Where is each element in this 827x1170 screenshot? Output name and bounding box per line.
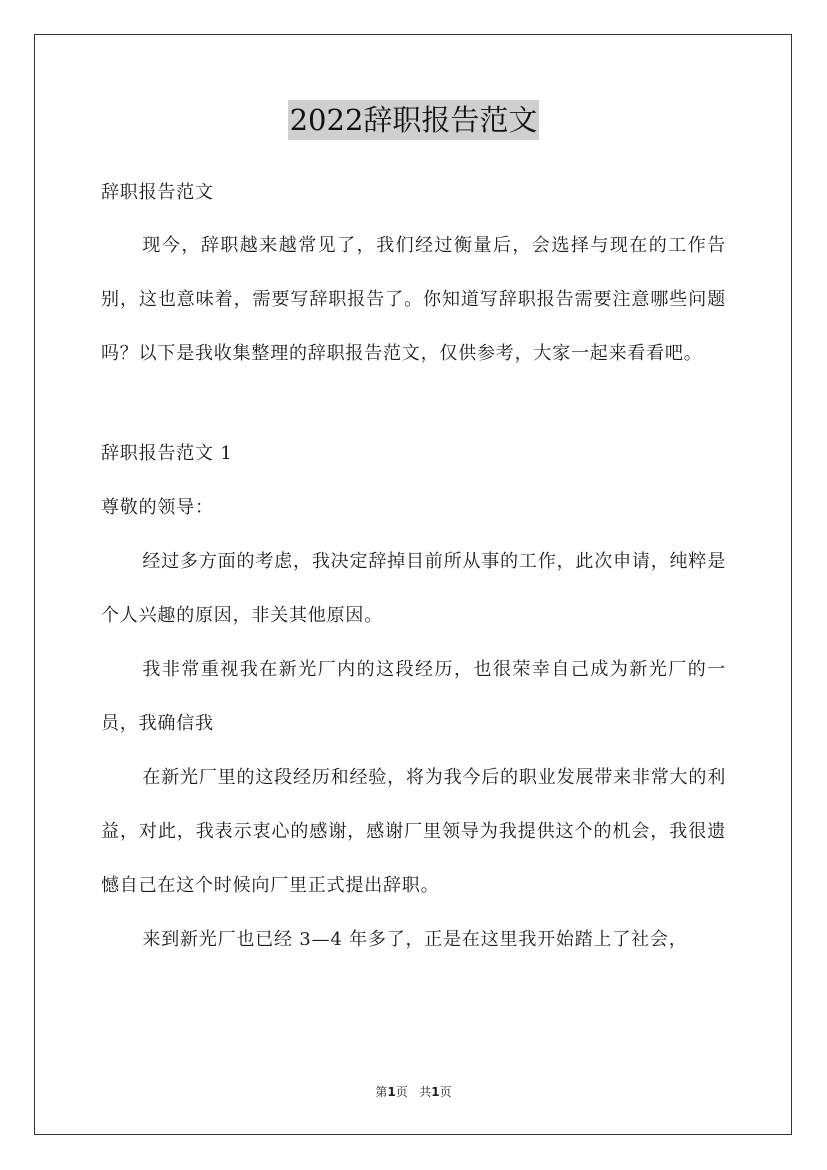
body-paragraph-2: 我非常重视我在新光厂内的这段经历，也很荣幸自己成为新光厂的一员，我确信我 — [101, 659, 726, 734]
salutation: 尊敬的领导： — [101, 497, 214, 518]
body-paragraph-4: 来到新光厂也已经 3—4 年多了，正是在这里我开始踏上了社会， — [142, 929, 688, 950]
page-label-suffix: 页 — [395, 1085, 408, 1099]
total-prefix: 共 — [419, 1085, 432, 1099]
intro-paragraph: 现今，辞职越来越常见了，我们经过衡量后，会选择与现在的工作告别，这也意味着，需要写辞职报告了。你知道写辞职报告需要注意哪些问题吗？以下是我收集整理的辞职报告范文，仅供参考，大家一起来看看吧。 — [101, 235, 726, 364]
total-suffix: 页 — [439, 1085, 452, 1099]
page-number: 1 — [387, 1085, 396, 1099]
section-spacer — [101, 381, 726, 427]
title-container — [0, 100, 827, 140]
page-footer — [0, 1083, 827, 1100]
document-title: 2022辞职报告范文 — [288, 100, 540, 140]
intro-heading: 辞职报告范文 — [101, 182, 214, 203]
body-paragraph-3: 在新光厂里的这段经历和经验，将为我今后的职业发展带来非常大的利益，对此，我表示衷心的感谢，感谢厂里领导为我提供这个的机会，我很遗憾自己在这个时候向厂里正式提出辞职。 — [101, 767, 726, 896]
document-body — [101, 173, 726, 967]
section-heading: 辞职报告范文 1 — [101, 443, 233, 464]
body-paragraph-1: 经过多方面的考虑，我决定辞掉目前所从事的工作，此次申请，纯粹是个人兴趣的原因，非关其他原因。 — [101, 551, 726, 626]
page-label-prefix: 第 — [375, 1085, 388, 1099]
total-pages: 1 — [431, 1085, 440, 1099]
